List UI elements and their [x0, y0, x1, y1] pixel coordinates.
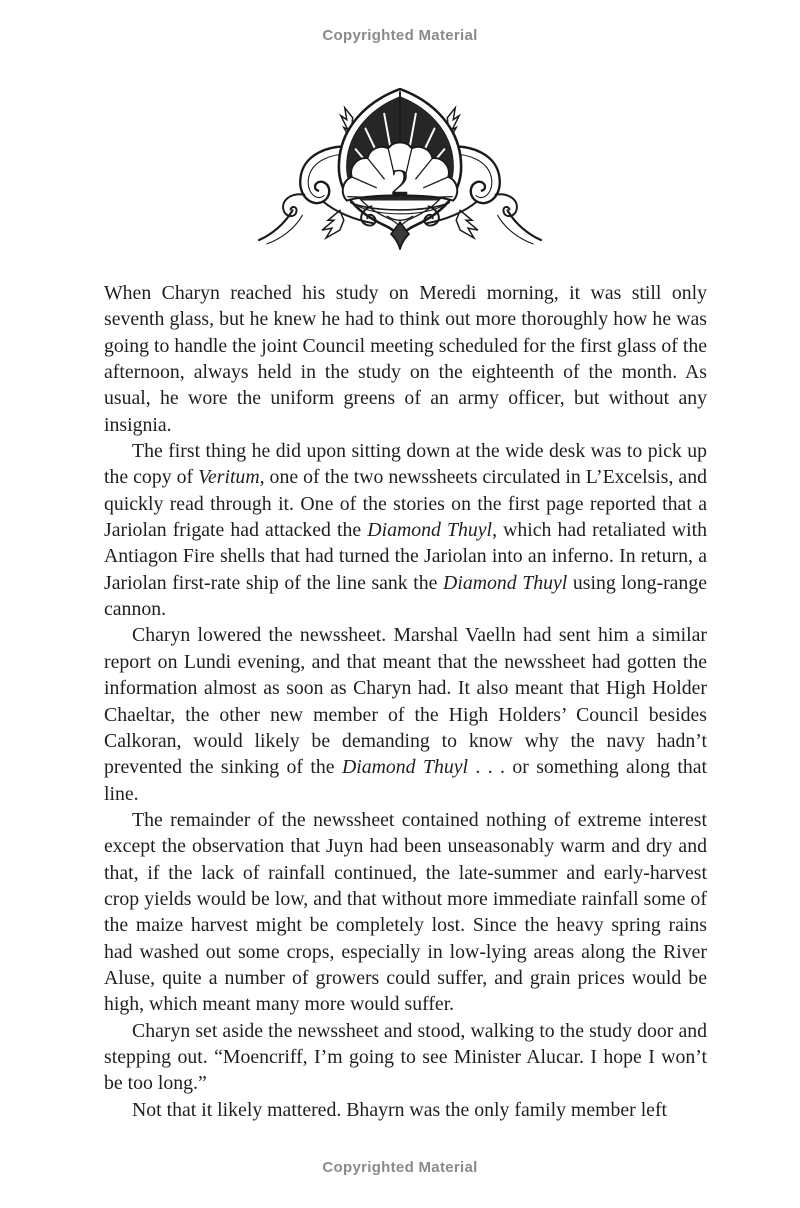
body-paragraph: Not that it likely mattered. Bhayrn was the only family member left	[132, 1098, 668, 1121]
body-paragraph: The first thing he did upon sitting down at the wide desk was to pick up the copy of Veritum, one of the two newssheets circulated in L’Excelsis, and quickly read through it. One of the stories on the first page reported that a Jariolan frigate had attacked the Diamond Thuyl, which had retaliated with Antiagon Fire shells that had turned the Jariolan into an inferno. In return, a Jariolan first-rate ship of the line sank the Diamond Thuyl using long-range cannon.	[104, 440, 707, 621]
copyright-notice-top: Copyrighted Material	[322, 27, 478, 44]
chapter-number: 2	[390, 162, 410, 204]
copyright-notice-bottom: Copyrighted Material	[322, 1159, 478, 1176]
page-body	[104, 280, 707, 1123]
body-paragraph: When Charyn reached his study on Meredi morning, it was still only seventh glass, but he knew he had to think out more thoroughly how he was going to handle the joint Council meeting scheduled for the first glass of the afternoon, always held in the study on the eighteenth of the month. As usual, he wore the uniform greens of an army officer, but without any insignia.	[104, 282, 707, 436]
body-paragraph: The remainder of the newssheet contained nothing of extreme interest except the observation that Juyn had been unseasonably warm and dry and that, if the lack of rainfall continued, the late-summer and early-harvest crop yields would be low, and that without more immediate rainfall some of the maize harvest might be completely lost. Since the heavy spring rains had washed out some crops, especially in low-lying areas along the River Aluse, quite a number of growers could suffer, and grain prices would be high, which meant many more would suffer.	[104, 808, 707, 1016]
chapter-heading	[0, 84, 800, 250]
body-paragraph: Charyn lowered the newssheet. Marshal Vaelln had sent him a similar report on Lundi evening, and that meant that the newssheet had gotten the information almost as soon as Charyn had. It also meant that High Holder Chaeltar, the other new member of the High Holders’ Council besides Calkoran, would likely be demanding to know why the navy hadn’t prevented the sinking of the Diamond Thuyl . . . or something along that line.	[104, 624, 707, 805]
chapter-ornament-icon	[257, 84, 543, 250]
body-paragraph: Charyn set aside the newssheet and stood, walking to the study door and stepping out. “Moencriff, I’m going to see Minister Alucar. I hope I won’t be too long.”	[104, 1019, 707, 1095]
